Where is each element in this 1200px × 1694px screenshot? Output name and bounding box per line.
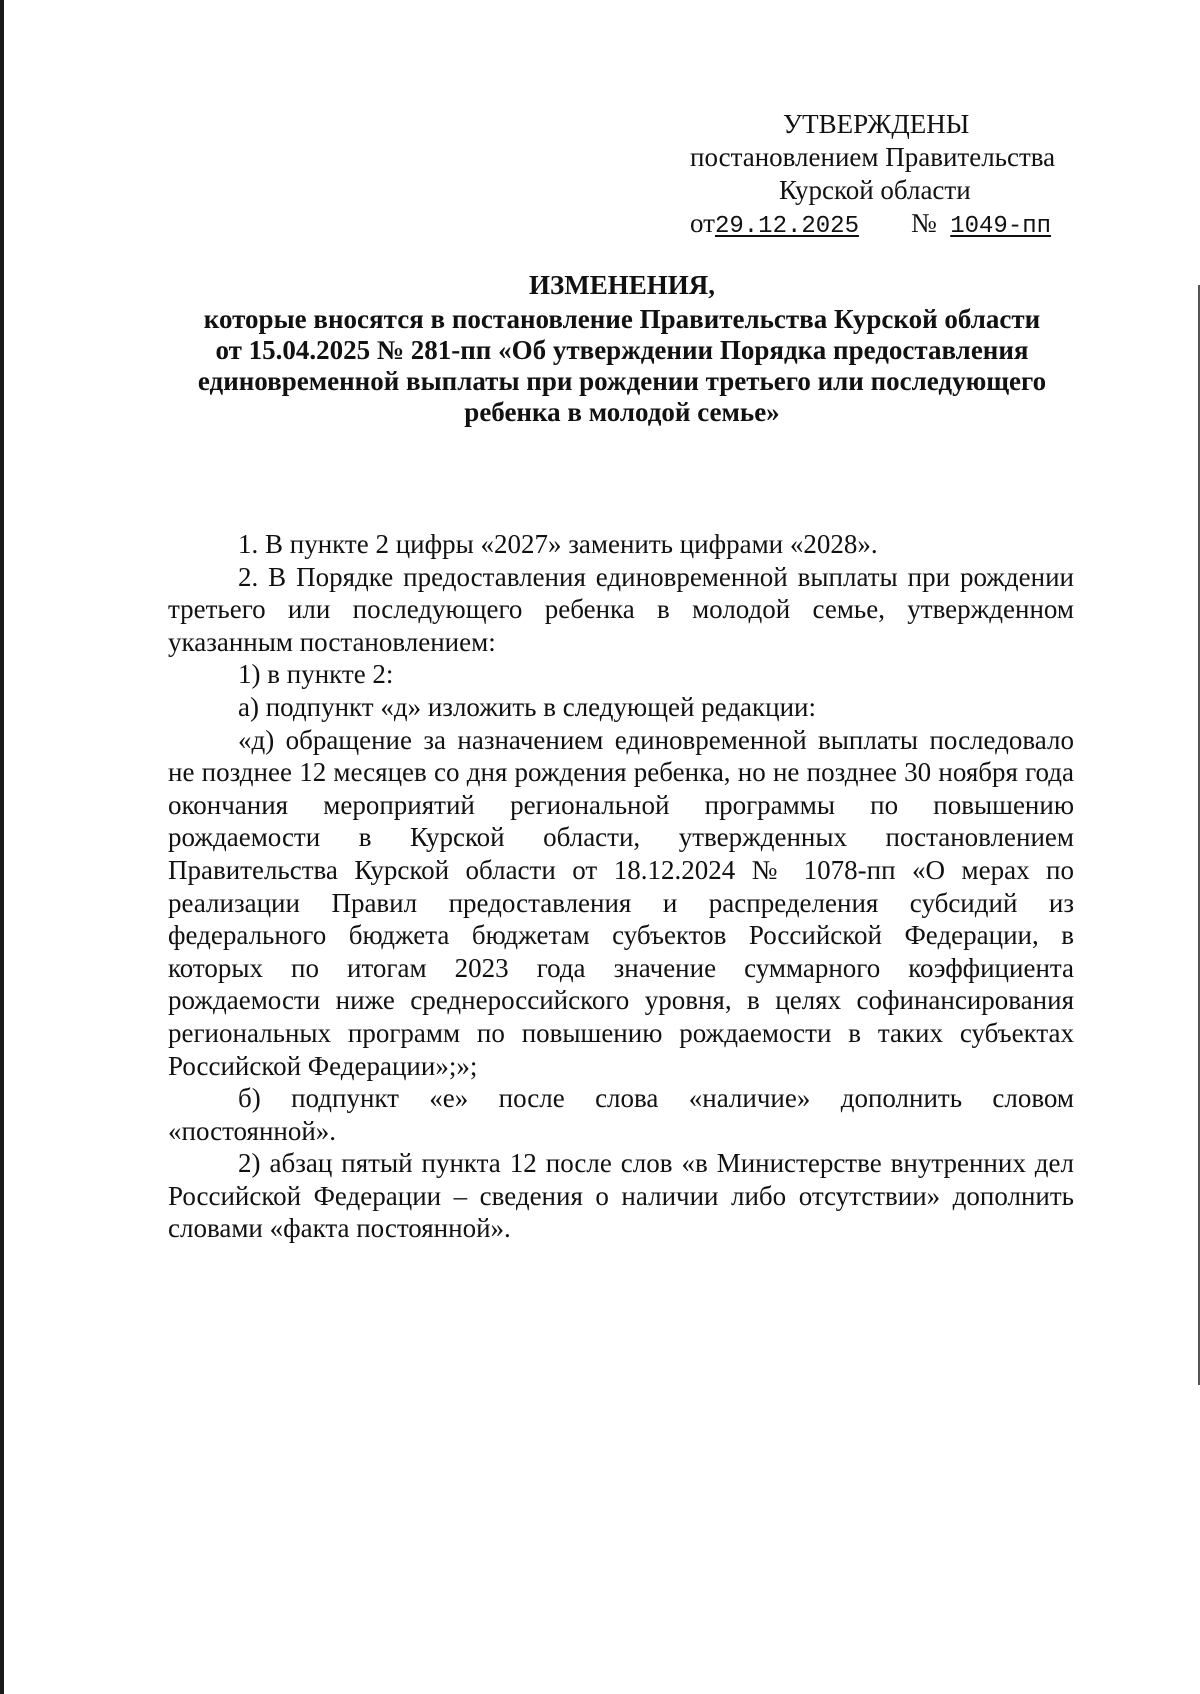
paragraph-quoted-d: «д) обращение за назначением единовременной выплаты последовало не позднее 12 месяцев со дня рождения ребенка, но не позднее 30 ноября года окончания мероприятий региональной программы по повышению рождаемости в Курской области, утвержденных постановлением Правительства Курской области от 18.12.2024 № 1078-пп «О мерах по реализации Правил предоставления и распределения субсидий из федерального бюджета бюджетам субъектов Российской Федерации, в которых по итогам 2023 года значение суммарного коэффициента рождаемости ниже среднероссийского уровня, в целях софинансирования региональных программ по повышению рождаемости в таких субъектах Российской Федерации»;»; [168,724,1074,1081]
approval-number: 1049-пп [950,213,1052,240]
paragraph-2-2: 2) абзац пятый пункта 12 после слов «в Министерстве внутренних дел Российской Федерации – сведения о наличии либо отсутствии» дополнить словами «факта постоянной». [168,1148,1074,1244]
document-body [168,528,1074,1245]
title-line: ребенка в молодой семье» [464,397,780,427]
number-prefix: № [910,208,937,238]
paragraph-1: 1. В пункте 2 цифры «2027» заменить цифрами «2028». [238,529,878,559]
approval-region: Курской области [779,175,971,205]
approval-heading: УТВЕРЖДЕНЫ [783,109,970,139]
paragraph-2-1-b: б) подпункт «е» после слова «наличие» дополнить словом «постоянной». [168,1083,1074,1146]
paragraph-2-1-a: а) подпункт «д» изложить в следующей редакции: [238,691,816,722]
document-title [168,270,1076,428]
scan-edge-left [0,0,4,1694]
approval-resolution: постановлением Правительства [690,142,1056,172]
approval-stamp [680,108,1080,243]
title-main: ИЗМЕНЕНИЯ, [528,270,715,300]
paragraph-2: 2. В Порядке предоставления единовременной выплаты при рождении третьего или последующего ребенка в молодой семье, утвержденном указанным постановлением: [168,561,1074,657]
approval-date: 29.12.2025 [714,213,859,240]
title-line: которые вносятся в постановление Правительства Курской области [203,304,1041,334]
paragraph-2-1: 1) в пункте 2: [238,659,394,690]
approval-date-number-line [680,207,1080,243]
date-prefix: от [690,208,715,238]
title-line: единовременной выплаты при рождении третьего или последующего [197,366,1047,396]
title-line: от 15.04.2025 № 281-пп «Об утверждении Порядка предоставления [215,335,1029,365]
